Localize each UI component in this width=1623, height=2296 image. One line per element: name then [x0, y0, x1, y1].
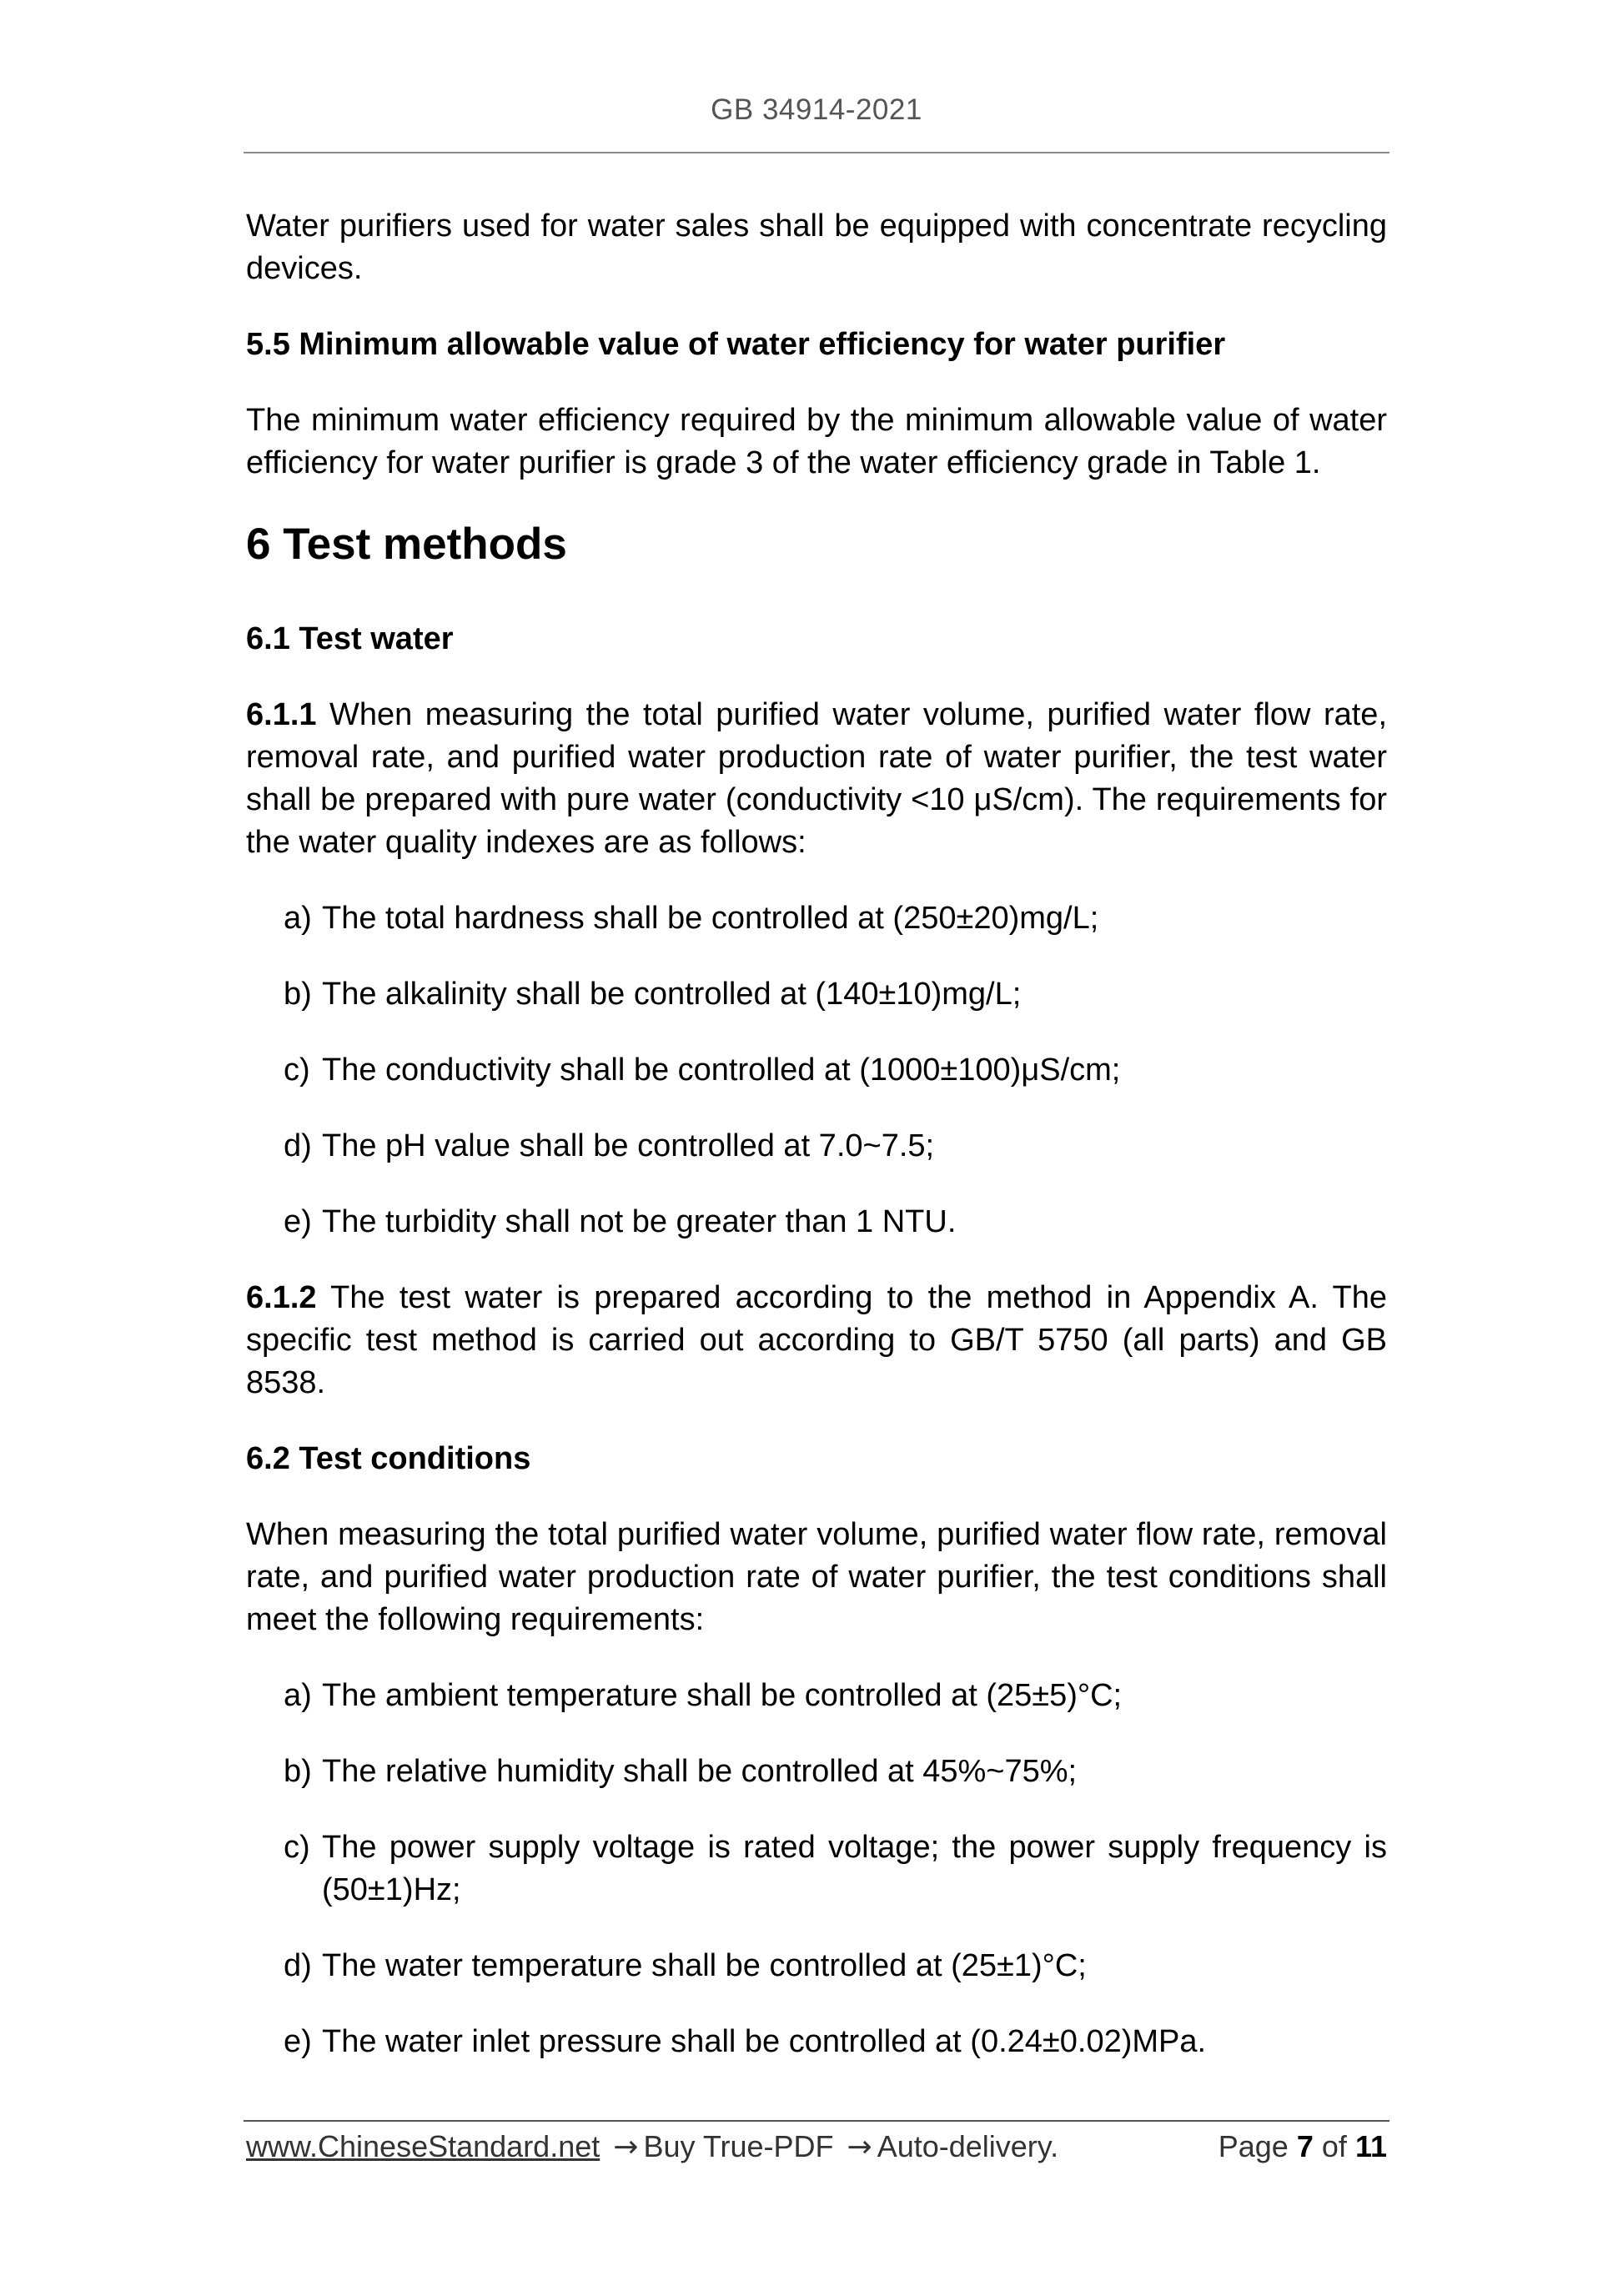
list-text: The conductivity shall be controlled at (1000±100)μS/cm;	[322, 1053, 1121, 1088]
list-marker: a)	[284, 1678, 312, 1713]
clause-6-1-1-number: 6.1.1	[246, 697, 317, 732]
list-marker: d)	[284, 1128, 312, 1163]
page-number	[1219, 2128, 1387, 2166]
clause-6-1-2-number: 6.1.2	[246, 1280, 317, 1315]
website-link[interactable]: www.ChineseStandard.net	[246, 2129, 600, 2163]
clause-6-1-2	[246, 1277, 1387, 1404]
list-text: The pH value shall be controlled at 7.0~7.5;	[322, 1128, 935, 1163]
list-marker: a)	[284, 901, 312, 936]
list-item	[284, 897, 1387, 940]
list-item	[284, 973, 1387, 1016]
list-text: The power supply voltage is rated voltage; the power supply frequency is (50±1)Hz;	[322, 1830, 1387, 1907]
arrow-right-icon: →	[613, 2130, 639, 2164]
list-item	[284, 1945, 1387, 1987]
document-body	[246, 205, 1387, 2097]
list-marker: d)	[284, 1948, 312, 1983]
list-item	[284, 1201, 1387, 1243]
page-header-standard-code: GB 34914-2021	[711, 93, 922, 126]
list-text: The turbidity shall not be greater than 1 NTU.	[322, 1204, 957, 1239]
list-text: The ambient temperature shall be controlled at (25±5)°C;	[322, 1678, 1123, 1713]
section-6-1-heading: 6.1 Test water	[246, 621, 454, 656]
auto-delivery-text: Auto-delivery.	[877, 2129, 1059, 2163]
list-item	[284, 1751, 1387, 1793]
page-label: Page	[1218, 2129, 1289, 2163]
page-total: 11	[1354, 2129, 1387, 2163]
header-divider	[244, 152, 1389, 153]
list-item	[284, 1049, 1387, 1092]
section-5-5-paragraph: The minimum water efficiency required by the minimum allowable value of water efficiency for water purifier is grade 3 of the water efficiency grade in Table 1.	[246, 403, 1387, 480]
list-item	[284, 1125, 1387, 1168]
list-marker: c)	[284, 1053, 310, 1088]
clause-6-1-1-text: When measuring the total purified water volume, purified water flow rate, removal rate, and purified water production rate of water purifier, the test water shall be prepared with pure water (conductivity <10 μS/cm). The requirements for the water quality indexes are as follows:	[246, 697, 1387, 860]
list-text: The water inlet pressure shall be controlled at (0.24±0.02)MPa.	[322, 2024, 1207, 2059]
list-text: The alkalinity shall be controlled at (140±10)mg/L;	[322, 977, 1022, 1012]
list-marker: e)	[284, 1204, 312, 1239]
list-text: The relative humidity shall be controlled at 45%~75%;	[322, 1754, 1078, 1789]
list-item	[284, 1826, 1387, 1912]
list-text: The water temperature shall be controlled at (25±1)°C;	[322, 1948, 1087, 1983]
footer-left	[246, 2128, 1058, 2167]
page-of-label: of	[1321, 2129, 1347, 2163]
list-marker: c)	[284, 1830, 310, 1865]
section-6-heading: 6 Test methods	[246, 520, 567, 569]
section-5-5-heading: 5.5 Minimum allowable value of water efficiency for water purifier	[246, 327, 1226, 362]
clause-6-1-2-text: The test water is prepared according to the method in Appendix A. The specific test method is carried out according to GB/T 5750 (all parts) and GB 8538.	[246, 1280, 1387, 1400]
intro-paragraph: Water purifiers used for water sales shall be equipped with concentrate recycling devices.	[246, 208, 1387, 286]
list-marker: b)	[284, 977, 312, 1012]
list-marker: b)	[284, 1754, 312, 1789]
page-current: 7	[1296, 2129, 1314, 2163]
list-item	[284, 1675, 1387, 1717]
section-6-2-paragraph: When measuring the total purified water volume, purified water flow rate, removal rate, and purified water production rate of water purifier, the test conditions shall meet the following requirements:	[246, 1517, 1387, 1637]
clause-6-1-1	[246, 694, 1387, 864]
arrow-right-icon: →	[847, 2130, 872, 2164]
footer-divider	[244, 2120, 1389, 2122]
list-item	[284, 2021, 1387, 2063]
buy-true-pdf-text: Buy True-PDF	[643, 2129, 834, 2163]
list-text: The total hardness shall be controlled at (250±20)mg/L;	[322, 901, 1099, 936]
section-6-2-heading: 6.2 Test conditions	[246, 1441, 531, 1476]
list-marker: e)	[284, 2024, 312, 2059]
